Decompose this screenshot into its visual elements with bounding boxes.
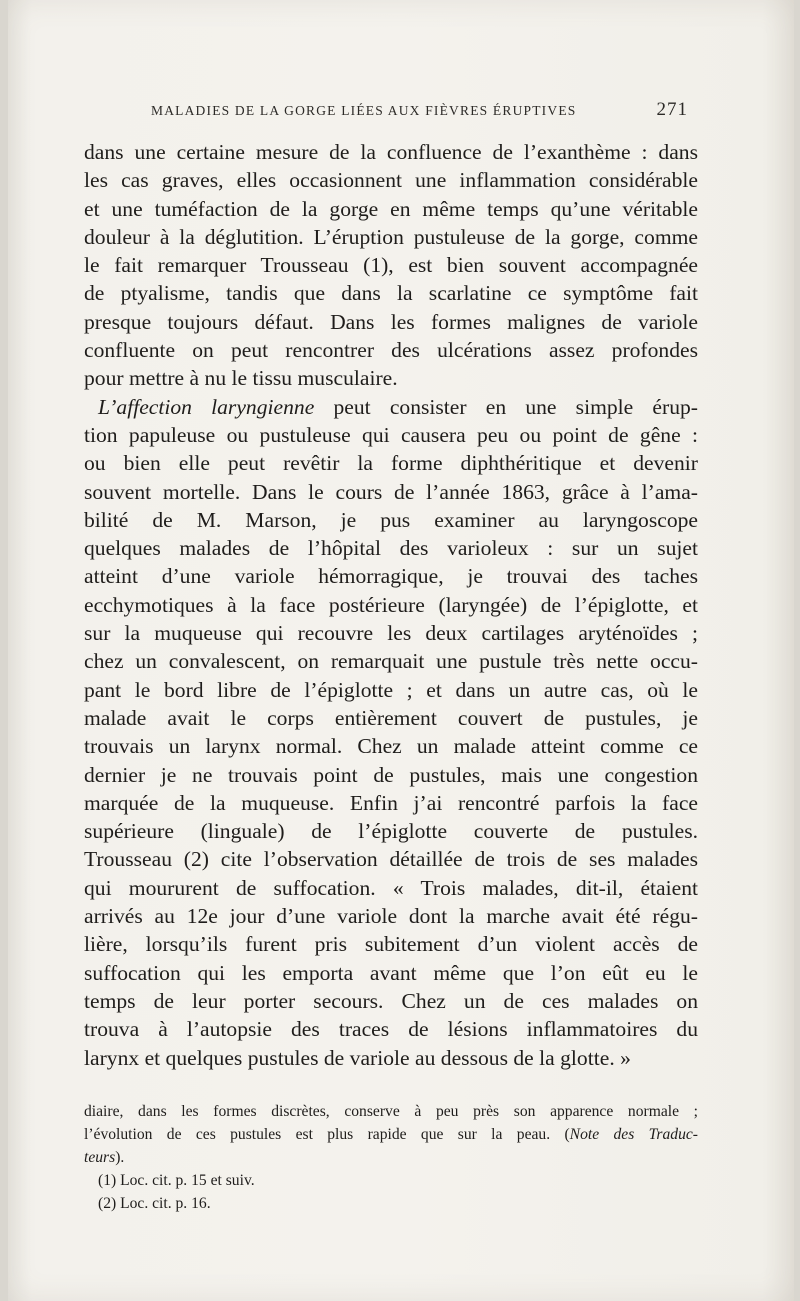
- text-line: atteint d’une variole hémorragique, je trouvai des taches: [84, 564, 698, 589]
- text-line: sur la muqueuse qui recouvre les deux cartilages aryténoïdes ;: [84, 621, 698, 646]
- text-line: temps de leur porter secours. Chez un de ces malades on: [84, 988, 698, 1013]
- text-line: les cas graves, elles occasionnent une inflammation considérable: [84, 168, 698, 193]
- footnote-line: diaire, dans les formes discrètes, conserve à peu près son apparence normale ;: [84, 1103, 698, 1120]
- text-line: douleur à la déglutition. L’éruption pustuleuse de la gorge, comme: [84, 224, 698, 249]
- footnotes: [84, 1100, 698, 1215]
- footnote-1: (1) Loc. cit. p. 15 et suiv.: [98, 1172, 255, 1189]
- book-page: [8, 0, 794, 1301]
- text-run: peut consister en une simple érup-: [314, 394, 698, 419]
- text-line: Trousseau (2) cite l’observation détaillée de trois de ses malades: [84, 847, 698, 872]
- text-line: ou bien elle peut revêtir la forme diphthéritique et devenir: [84, 451, 698, 476]
- text-line: dans une certaine mesure de la confluence de l’exanthème : dans: [84, 140, 698, 164]
- text-line: tion papuleuse ou pustuleuse qui causera peu ou point de gêne :: [84, 422, 698, 447]
- running-head: [151, 99, 688, 123]
- text-line: trouva à l’autopsie des traces de lésions inflammatoires du: [84, 1017, 698, 1042]
- footnote-line: [84, 1146, 698, 1169]
- text-line: confluente on peut rencontrer des ulcérations assez profondes: [84, 338, 698, 363]
- text-line: qui moururent de suffocation. « Trois malades, dit-il, étaient: [84, 875, 698, 900]
- text-line: trouvais un larynx normal. Chez un malade atteint comme ce: [84, 734, 698, 759]
- footnote-line: [84, 1123, 698, 1146]
- italic-lead: L’affection laryngienne: [98, 394, 315, 419]
- main-text: [84, 138, 698, 1072]
- text-line: de ptyalisme, tandis que dans la scarlatine ce symptôme fait: [84, 281, 698, 306]
- text-run: ).: [115, 1149, 125, 1166]
- running-title: MALADIES DE LA GORGE LIÉES AUX FIÈVRES ÉRUPTIVES: [151, 103, 577, 118]
- text-line: presque toujours défaut. Dans les formes malignes de variole: [84, 309, 698, 334]
- text-line: supérieure (linguale) de l’épiglotte couverte de pustules.: [84, 819, 698, 844]
- text-line: lière, lorsqu’ils furent pris subitement d’un violent accès de: [84, 932, 698, 957]
- text-line: et une tuméfaction de la gorge en même temps qu’une véritable: [84, 196, 698, 221]
- text-line: dernier je ne trouvais point de pustules, mais une congestion: [84, 762, 698, 787]
- text-line: larynx et quelques pustules de variole au dessous de la glotte. »: [84, 1045, 631, 1070]
- text-line: le fait remarquer Trousseau (1), est bien souvent accompagnée: [84, 253, 698, 278]
- paragraph-start: [84, 393, 698, 421]
- text-line: souvent mortelle. Dans le cours de l’année 1863, grâce à l’ama-: [84, 479, 698, 504]
- text-line: malade avait le corps entièrement couvert de pustules, je: [84, 705, 698, 730]
- text-line: pour mettre à nu le tissu musculaire.: [84, 366, 398, 391]
- page-number: 271: [656, 99, 688, 120]
- text-line: marquée de la muqueuse. Enfin j’ai rencontré parfois la face: [84, 790, 698, 815]
- text-line: suffocation qui les emporta avant même que l’on eût eu le: [84, 960, 698, 985]
- text-line: quelques malades de l’hôpital des varioleux : sur un sujet: [84, 536, 698, 561]
- text-line: ecchymotiques à la face postérieure (laryngée) de l’épiglotte, et: [84, 592, 698, 617]
- italic-run: Note des Traduc-: [569, 1126, 698, 1143]
- footnote-2: (2) Loc. cit. p. 16.: [98, 1195, 211, 1212]
- text-line: pant le bord libre de l’épiglotte ; et dans un autre cas, où le: [84, 677, 698, 702]
- text-run: l’évolution de ces pustules est plus rapide que sur la peau. (: [84, 1126, 570, 1143]
- italic-run: teurs: [84, 1149, 116, 1166]
- text-line: arrivés au 12e jour d’une variole dont la marche avait été régu-: [84, 904, 698, 929]
- text-line: bilité de M. Marson, je pus examiner au laryngoscope: [84, 507, 698, 532]
- text-line: chez un convalescent, on remarquait une pustule très nette occu-: [84, 649, 698, 674]
